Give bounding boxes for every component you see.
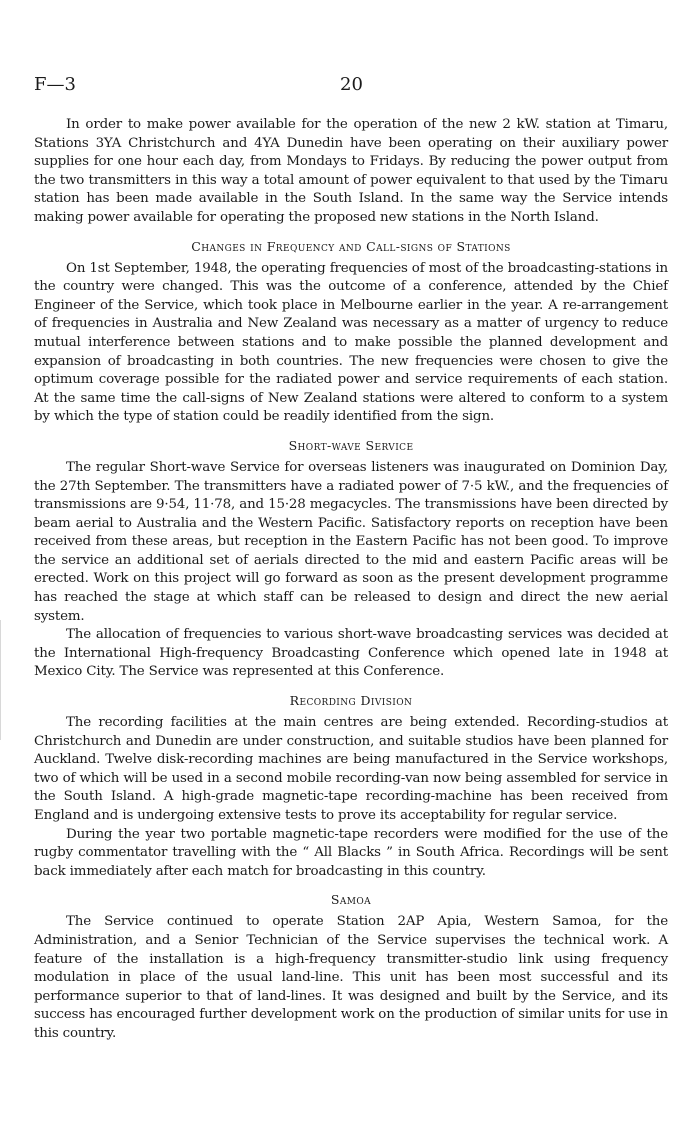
samoa-paragraph: The Service continued to operate Station 2AP Apia, Western Samoa, for the Administration, and a Senior Technician of the Service supervises the technical work. A feature of the installation is a high-frequency transmitter-studio link using frequency modulation in place of the usual land-line. This unit has been most successful and its performance superior to that of land-lines. It was designed and built by the Service, and its success has encouraged further development work on the production of similar units for use in this country. bbox=[34, 914, 668, 1041]
section-heading-shortwave: Short-wave Service bbox=[288, 437, 414, 453]
section-heading-samoa: Samoa bbox=[330, 892, 372, 908]
scan-margin-line bbox=[0, 620, 1, 740]
page-body bbox=[34, 116, 668, 1044]
recording-paragraph-2: During the year two portable magnetic-tape recorders were modified for the use of the rugby commentator travelling with the “ All Blacks ” in South Africa. Recordings will be sent back immediately after each match for broadcasting in this country. bbox=[34, 826, 668, 879]
recording-paragraph-1: The recording facilities at the main centres are being extended. Recording-studios at Christchurch and Dunedin are under construction, and suitable studios have been planned for Auckland. Twelve disk-recording machines are being manufactured in the Service workshops, two of which will be used in a second mobile recording-van now being assembled for service in the South Island. A high-grade magnetic-tape recording-machine has been received from England and is undergoing extensive tests to prove its acceptability for regular service. bbox=[34, 715, 668, 823]
shortwave-paragraph-1: The regular Short-wave Service for overseas listeners was inaugurated on Dominion Day, the 27th September. The transmitters have a radiated power of 7·5 kW., and the frequencies of transmissions are 9·54, 11·78, and 15·28 megacycles. The transmissions have been directed by beam aerial to Australia and the Western Pacific. Satisfactory reports on reception have been received from these areas, but reception in the Eastern Pacific has not been good. To improve the service an additional set of aerials directed to the mid and eastern Pacific areas will be erected. Work on this project will go forward as soon as the present development programme has reached the stage at which staff can be released to design and direct the new aerial system. bbox=[34, 459, 668, 624]
frequency-paragraph: On 1st September, 1948, the operating frequencies of most of the broadcasting-stations in the country were changed. This was the outcome of a conference, attended by the Chief Engineer of the Service, which took place in Melbourne earlier in the year. A re-arrangement of frequencies in Australia and New Zealand was necessary as a matter of urgency to reduce mutual interference between stations and to make possible the planned development and expansion of broadcasting in both countries. The new frequencies were chosen to give the optimum coverage possible for the radiated power and service requirements of each station. At the same time the call-signs of New Zealand stations were altered to conform to a system by which the type of station could be readily identified from the sign. bbox=[34, 260, 668, 425]
section-heading-recording: Recording Division bbox=[289, 693, 413, 709]
document-reference: F—3 bbox=[34, 74, 76, 95]
section-heading-frequency: Changes in Frequency and Call-signs of Stations bbox=[191, 238, 511, 254]
page-number: 20 bbox=[340, 74, 363, 95]
intro-paragraph: In order to make power available for the operation of the new 2 kW. station at Timaru, Stations 3YA Christchurch and 4YA Dunedin have been operating on their auxiliary power supplies for one hour each day, from Mondays to Fridays. By reducing the power output from the two transmitters in this way a total amount of power equivalent to that used by the Timaru station has been made available in the South Island. In the same way the Service intends making power available for operating the proposed new stations in the North Island. bbox=[34, 117, 668, 225]
page-header bbox=[34, 74, 668, 96]
shortwave-paragraph-2: The allocation of frequencies to various short-wave broadcasting services was decided at the International High-frequency Broadcasting Conference which opened late in 1948 at Mexico City. The Service was represented at this Conference. bbox=[34, 627, 668, 680]
